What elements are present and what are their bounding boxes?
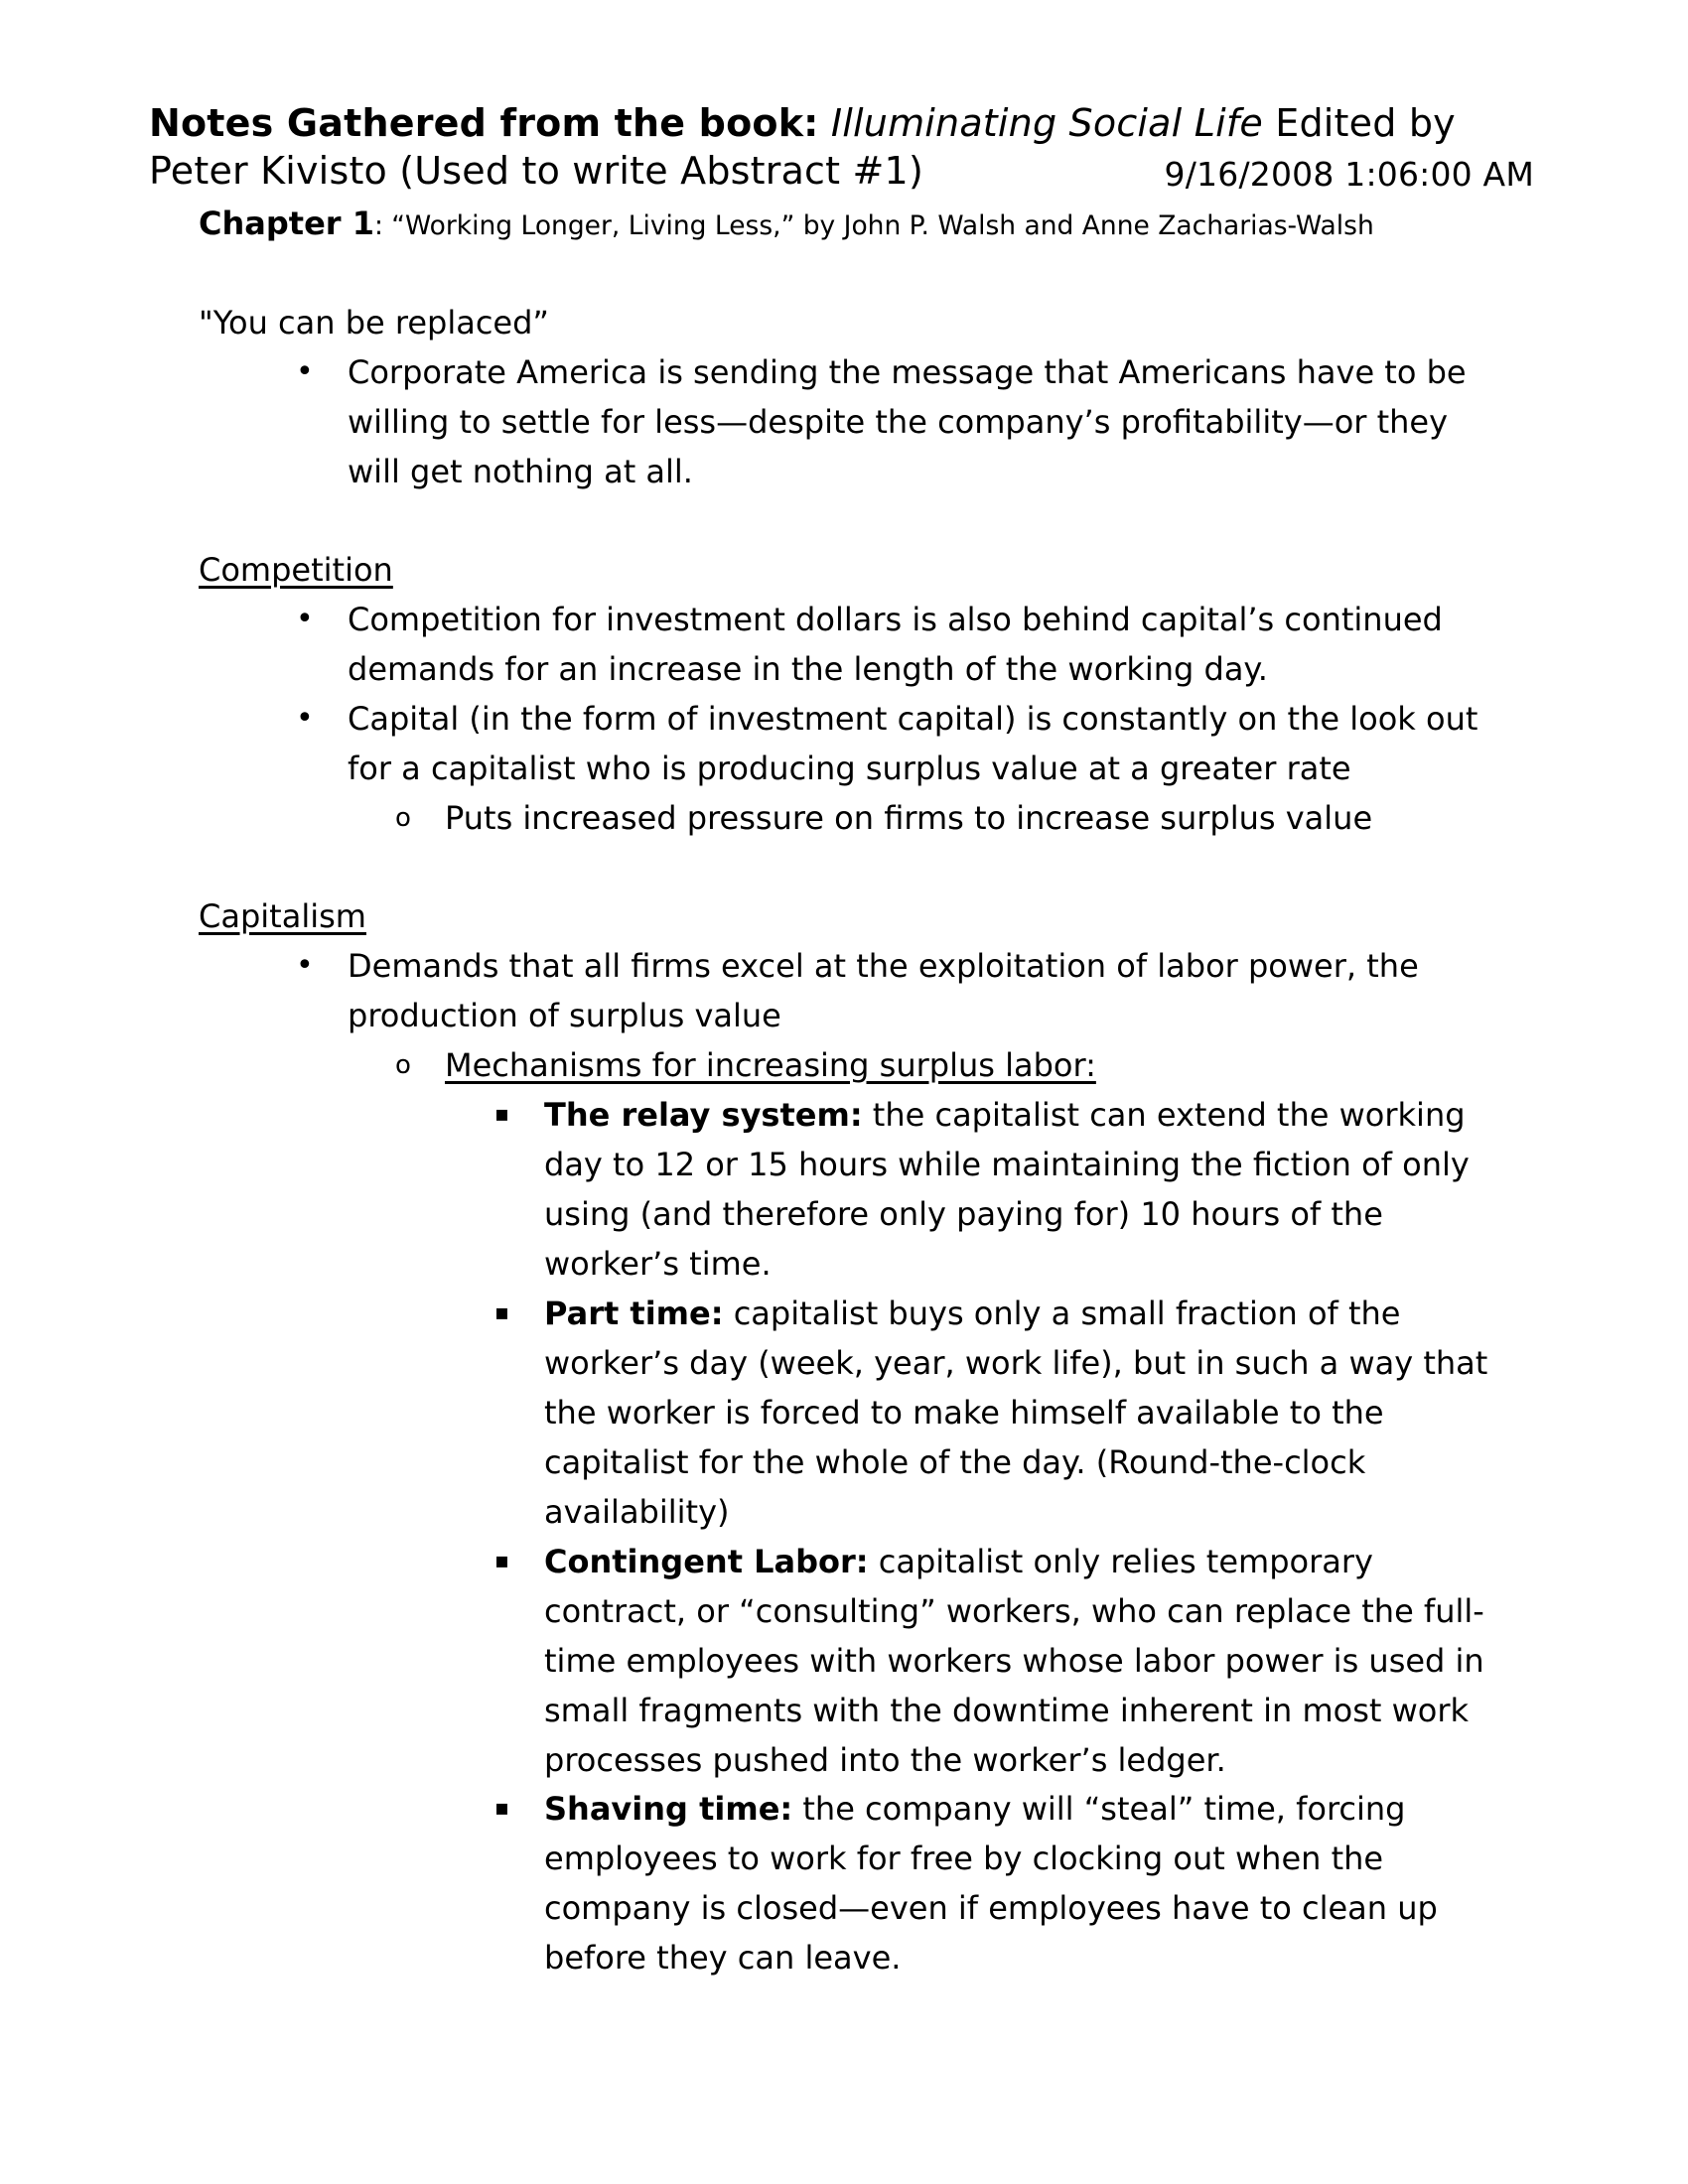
mechanism-term: Contingent Labor: (544, 1543, 869, 1580)
bullet-icon: • (296, 602, 314, 636)
mechanism-text: capitalist buys only a small fraction of the worker’s day (week, year, work life), but in such a way that the worker is forced to make himself available to the capitalist for the whole of the day. (Round-the-clock availability) (544, 1295, 1488, 1531)
list-subitem (395, 793, 1497, 843)
list-item-text: Corporate America is sending the message that Americans have to be willing to settle for less—despite the company’s profitability—or they will get nothing at all. (348, 353, 1467, 490)
chapter-text: : “Working Longer, Living Less,” by John P. Walsh and Anne Zacharias-Walsh (373, 210, 1374, 241)
title-tail: Edited by (1275, 101, 1456, 145)
mechanism-term: The relay system: (544, 1096, 863, 1134)
bullet-icon: • (296, 701, 314, 736)
list-item-text: Puts increased pressure on firms to increase surplus value (445, 799, 1373, 837)
list-item-text: Demands that all firms excel at the exploitation of labor power, the production of surplus value (348, 947, 1419, 1034)
list-item-text: Competition for investment dollars is also behind capital’s continued demands for an increase in the length of the working day. (348, 601, 1443, 688)
section-heading-capitalism: Capitalism (199, 897, 366, 935)
title-bold-part: Notes Gathered from the book: (149, 101, 819, 145)
list-subitem (395, 1040, 1497, 1090)
mechanism-text: the company will “steal” time, forcing employees to work for free by clocking out when the company is closed—even if employees have to clean up before they can leave. (544, 1790, 1438, 1977)
book-title: Illuminating Social Life (830, 101, 1263, 145)
title-line-2 (149, 147, 1534, 195)
bullet-icon: • (296, 948, 314, 983)
list-item (296, 694, 1499, 793)
document-title (149, 99, 1456, 147)
timestamp: 9/16/2008 1:06:00 AM (1164, 155, 1534, 194)
mechanism-term: Shaving time: (544, 1790, 793, 1828)
list-item (296, 595, 1499, 694)
list-item-text: Mechanisms for increasing surplus labor: (445, 1046, 1096, 1084)
title-editor: Peter Kivisto (Used to write Abstract #1) (149, 149, 923, 193)
bullet-icon: • (296, 354, 314, 389)
mechanism-item (494, 1537, 1497, 1785)
square-bullet-icon: ▪ (494, 1300, 509, 1325)
list-item (296, 941, 1499, 1040)
mechanism-text: capitalist only relies temporary contract, or “consulting” workers, who can replace the full-time employees with workers whose labor power is used in small fragments with the downtime inherent in most work processes pushed into the worker’s ledger. (544, 1543, 1484, 1779)
section-heading-competition: Competition (199, 551, 393, 589)
list-item (296, 347, 1499, 496)
circle-bullet-icon: o (395, 803, 411, 833)
square-bullet-icon: ▪ (494, 1549, 509, 1573)
chapter-heading (199, 204, 1374, 246)
square-bullet-icon: ▪ (494, 1102, 509, 1127)
circle-bullet-icon: o (395, 1050, 411, 1080)
mechanism-item (494, 1289, 1497, 1537)
mechanism-text: the capitalist can extend the working day to 12 or 15 hours while maintaining the fiction of only using (and therefore only paying for) 10 hours of the worker’s time. (544, 1096, 1470, 1283)
square-bullet-icon: ▪ (494, 1796, 509, 1821)
chapter-label: Chapter 1 (199, 205, 374, 242)
mechanism-item (494, 1090, 1497, 1289)
mechanism-term: Part time: (544, 1295, 724, 1332)
section-heading-replaced: "You can be replaced” (199, 304, 549, 341)
mechanism-item (494, 1784, 1497, 1982)
list-item-text: Capital (in the form of investment capital) is constantly on the look out for a capitalist who is producing surplus value at a greater rate (348, 700, 1478, 787)
